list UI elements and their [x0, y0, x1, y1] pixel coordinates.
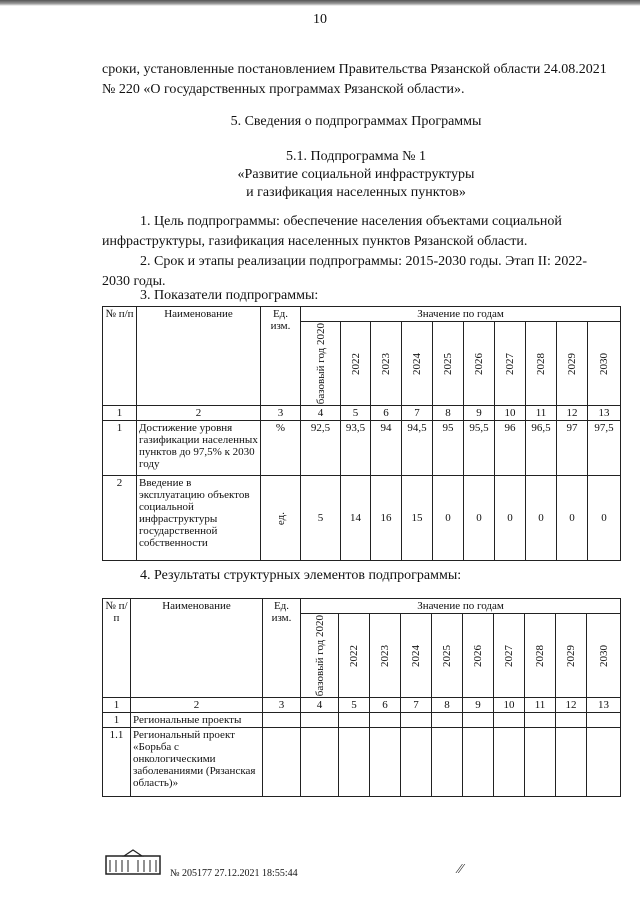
- row-unit: %: [261, 421, 301, 476]
- col-number: 5: [341, 406, 371, 421]
- table-header-row: [103, 307, 621, 322]
- header-name: Наименование: [131, 599, 263, 698]
- section-heading: 5. Сведения о подпрограммах Программы: [230, 114, 482, 129]
- row-value: 96: [495, 421, 526, 476]
- col-number: 1: [103, 698, 131, 713]
- empty-cell: [370, 728, 401, 797]
- row-value: 0: [464, 476, 495, 561]
- empty-cell: [401, 728, 432, 797]
- year-label: 2023: [380, 352, 392, 375]
- col-number: 13: [588, 406, 621, 421]
- empty-cell: [556, 713, 587, 728]
- col-number: 10: [495, 406, 526, 421]
- col-number: 9: [463, 698, 494, 713]
- year-label: 2024: [411, 352, 423, 375]
- col-number: 12: [556, 698, 587, 713]
- intro-paragraph: сроки, установленные постановлением Правительства Рязанской области 24.08.2021 № 220 «О государственных программах Рязанской области».: [102, 62, 607, 97]
- year-label: 2027: [503, 644, 515, 667]
- year-cell: [464, 322, 495, 406]
- year-cell: [339, 614, 370, 698]
- col-number: 8: [433, 406, 464, 421]
- col-number: 13: [587, 698, 621, 713]
- col-number: 2: [137, 406, 261, 421]
- col-number: 5: [339, 698, 370, 713]
- year-cell: [557, 322, 588, 406]
- col-number: 4: [301, 406, 341, 421]
- row-value: 0: [588, 476, 621, 561]
- col-number: 3: [263, 698, 301, 713]
- subprogram-heading-line: «Развитие социальной инфраструктуры: [237, 167, 475, 182]
- col-number: 1: [103, 406, 137, 421]
- row-value: 0: [557, 476, 588, 561]
- empty-cell: [263, 728, 301, 797]
- row-unit-cell: [261, 476, 301, 561]
- col-number: 11: [526, 406, 557, 421]
- results-heading: 4. Результаты структурных элементов подпрограммы:: [140, 568, 462, 583]
- row-value: 16: [371, 476, 402, 561]
- col-number: 11: [525, 698, 556, 713]
- subprogram-heading: [102, 148, 610, 202]
- empty-cell: [301, 728, 339, 797]
- empty-cell: [525, 728, 556, 797]
- table-row: [103, 728, 621, 797]
- col-number: 12: [557, 406, 588, 421]
- row-unit: ед.: [274, 511, 287, 525]
- empty-cell: [263, 713, 301, 728]
- year-cell: [526, 322, 557, 406]
- col-number: 3: [261, 406, 301, 421]
- year-cell: [370, 614, 401, 698]
- row-value: 93,5: [341, 421, 371, 476]
- column-numbers-row: [103, 698, 621, 713]
- row-num: 1.1: [103, 728, 131, 797]
- year-cell: [588, 322, 621, 406]
- registration-footer: № 205177 27.12.2021 18:55:44: [170, 868, 298, 879]
- empty-cell: [587, 713, 621, 728]
- year-label: 2026: [472, 644, 484, 667]
- empty-cell: [494, 713, 525, 728]
- col-number: 8: [432, 698, 463, 713]
- row-name: Введение в эксплуатацию объектов социальной инфраструктуры государственной собственности: [137, 476, 261, 561]
- row-num: 1: [103, 421, 137, 476]
- row-name: Региональный проект «Борьба с онкологическими заболеваниями (Рязанская область)»: [131, 728, 263, 797]
- year-cell: [401, 614, 432, 698]
- year-label: 2030: [598, 352, 611, 375]
- row-value: 97: [557, 421, 588, 476]
- col-number: 9: [464, 406, 495, 421]
- row-value: 0: [433, 476, 464, 561]
- empty-cell: [556, 728, 587, 797]
- indicators-heading: 3. Показатели подпрограммы:: [140, 288, 319, 303]
- header-values: Значение по годам: [301, 307, 621, 322]
- year-cell: [371, 322, 402, 406]
- empty-cell: [401, 713, 432, 728]
- year-cell: [463, 614, 494, 698]
- year-label: 2028: [535, 352, 547, 375]
- row-name: Региональные проекты: [131, 713, 263, 728]
- year-cell: [301, 322, 341, 406]
- header-name: Наименование: [137, 307, 261, 406]
- row-value: 5: [301, 476, 341, 561]
- year-cell: [341, 322, 371, 406]
- term-paragraph: 2. Срок и этапы реализации подпрограммы: 2015-2030 годы. Этап II: 2022-2030 годы.: [102, 254, 588, 289]
- subprogram-heading-line: и газификация населенных пунктов»: [246, 185, 466, 200]
- year-cell: [587, 614, 621, 698]
- empty-cell: [432, 728, 463, 797]
- row-value: 94,5: [402, 421, 433, 476]
- empty-cell: [463, 713, 494, 728]
- empty-cell: [525, 713, 556, 728]
- header-values: Значение по годам: [301, 599, 621, 614]
- row-value: 94: [371, 421, 402, 476]
- year-label: базовый год 2020: [313, 615, 326, 697]
- column-numbers-row: [103, 406, 621, 421]
- year-label: 2022: [349, 352, 362, 375]
- results-table: [102, 598, 621, 797]
- year-label: 2026: [473, 352, 485, 375]
- row-num: 2: [103, 476, 137, 561]
- header-unit: Ед. изм.: [263, 599, 301, 698]
- year-label: 2022: [348, 644, 360, 667]
- indicators-table: [102, 306, 621, 561]
- year-cell: [494, 614, 525, 698]
- year-cell: [495, 322, 526, 406]
- empty-cell: [370, 713, 401, 728]
- header-num: № п/п: [103, 599, 131, 698]
- subprogram-heading-line: 5.1. Подпрограмма № 1: [286, 149, 426, 164]
- empty-cell: [463, 728, 494, 797]
- year-label: 2029: [565, 644, 577, 667]
- table-row: [103, 421, 621, 476]
- col-number: 7: [401, 698, 432, 713]
- goal-paragraph: 1. Цель подпрограммы: обеспечение населения объектами социальной инфраструктуры, газификация населенных пунктов Рязанской области.: [102, 214, 562, 249]
- table-header-row: [103, 599, 621, 614]
- row-value: 95: [433, 421, 464, 476]
- col-number: 7: [402, 406, 433, 421]
- empty-cell: [432, 713, 463, 728]
- page-number: 10: [313, 12, 327, 27]
- header-unit: Ед. изм.: [261, 307, 301, 406]
- empty-cell: [587, 728, 621, 797]
- empty-cell: [339, 713, 370, 728]
- table-row: [103, 476, 621, 561]
- year-cell: [301, 614, 339, 698]
- empty-cell: [301, 713, 339, 728]
- year-label: 2025: [442, 352, 454, 375]
- year-cell: [432, 614, 463, 698]
- year-cell: [402, 322, 433, 406]
- col-number: 2: [131, 698, 263, 713]
- col-number: 10: [494, 698, 525, 713]
- col-number: 4: [301, 698, 339, 713]
- row-value: 14: [341, 476, 371, 561]
- col-number: 6: [370, 698, 401, 713]
- row-value: 95,5: [464, 421, 495, 476]
- empty-cell: [494, 728, 525, 797]
- row-value: 96,5: [526, 421, 557, 476]
- year-label: 2029: [566, 352, 578, 375]
- row-value: 97,5: [588, 421, 621, 476]
- year-label: 2030: [597, 644, 610, 667]
- row-num: 1: [103, 713, 131, 728]
- row-value: 92,5: [301, 421, 341, 476]
- handwritten-mark: ⁄⁄: [458, 862, 463, 877]
- year-label: базовый год 2020: [314, 323, 327, 405]
- col-number: 6: [371, 406, 402, 421]
- year-label: 2028: [534, 644, 546, 667]
- row-value: 15: [402, 476, 433, 561]
- year-label: 2027: [504, 352, 516, 375]
- row-value: 0: [495, 476, 526, 561]
- year-label: 2023: [379, 644, 391, 667]
- year-cell: [525, 614, 556, 698]
- header-num: № п/п: [103, 307, 137, 406]
- empty-cell: [339, 728, 370, 797]
- scan-top-edge: [0, 0, 640, 6]
- year-label: 2024: [410, 644, 422, 667]
- year-cell: [433, 322, 464, 406]
- year-label: 2025: [441, 644, 453, 667]
- year-cell: [556, 614, 587, 698]
- row-value: 0: [526, 476, 557, 561]
- table-row: [103, 713, 621, 728]
- row-name: Достижение уровня газификации населенных пунктов до 97,5% к 2030 году: [137, 421, 261, 476]
- building-stamp-icon: [104, 848, 162, 876]
